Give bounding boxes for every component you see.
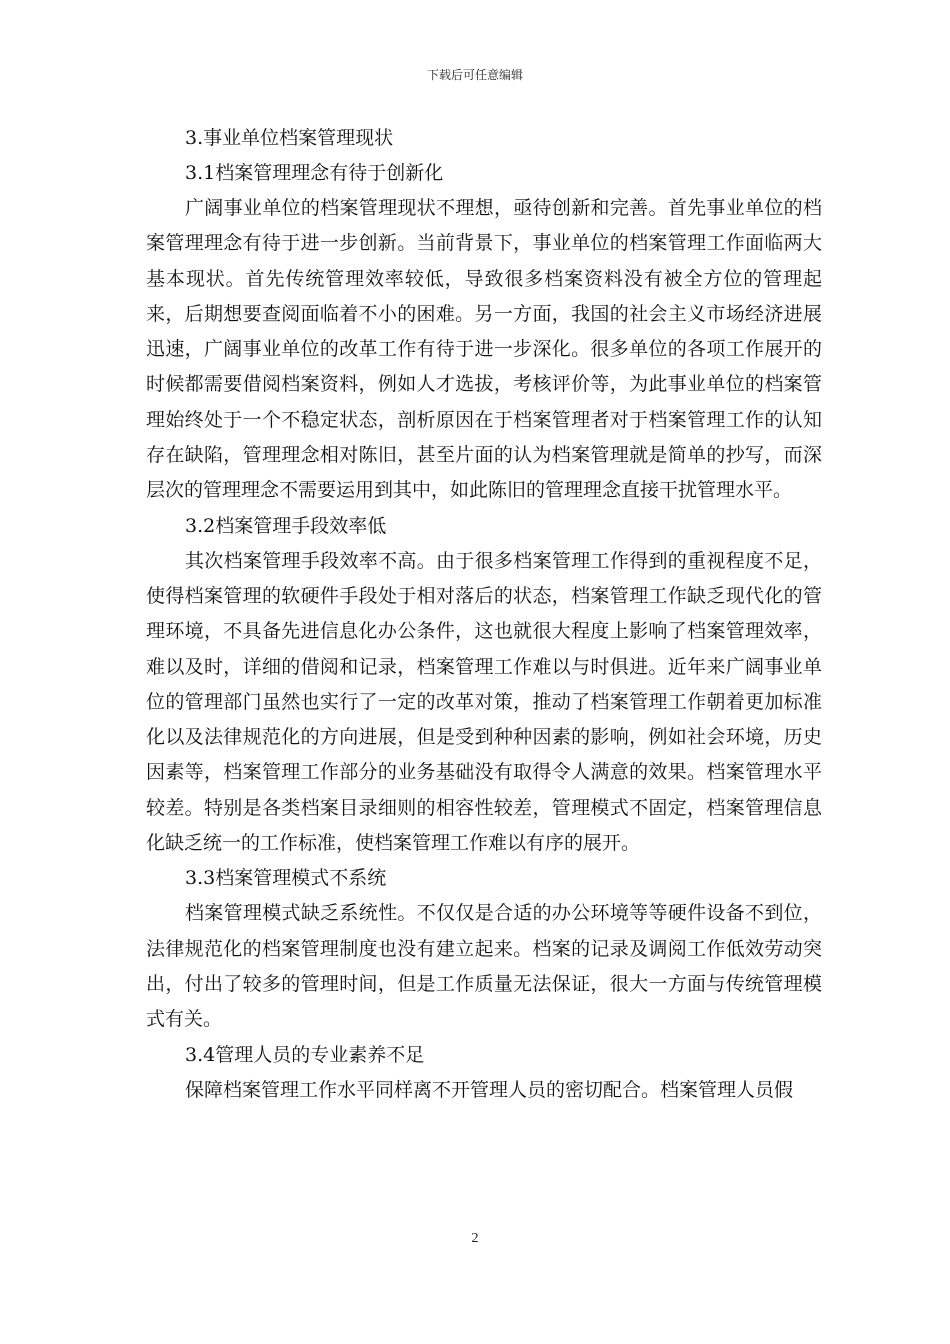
header-note: 下载后可任意编辑	[426, 68, 523, 82]
paragraph-3-2: 其次档案管理手段效率不高。由于很多档案管理工作得到的重视程度不足，使得档案管理的软硬件手段处于相对落后的状态，档案管理工作缺乏现代化的管理环境，不具备先进信息化办公条件，这也就很大程度上影响了档案管理效率，难以及时，详细的借阅和记录，档案管理工作难以与时俱进。近年来广阔事业单位的管理部门虽然也实行了一定的改革对策，推动了档案管理工作朝着更加标准化以及法律规范化的方向进展，但是受到种种因素的影响，例如社会环境，历史因素等，档案管理工作部分的业务基础没有取得令人满意的效果。档案管理水平较差。特别是各类档案目录细则的相容性较差，管理模式不固定，档案管理信息化缺乏统一的工作标准，使档案管理工作难以有序的展开。	[146, 549, 822, 855]
subsection-title-3-2: 3.2档案管理手段效率低	[185, 514, 387, 537]
page-number: 2	[471, 1231, 479, 1246]
subsection-title-3-3: 3.3档案管理模式不系统	[185, 867, 387, 890]
paragraph-3-1: 广阔事业单位的档案管理现状不理想，亟待创新和完善。首先事业单位的档案管理理念有待于进一步创新。当前背景下，事业单位的档案管理工作面临两大基本现状。首先传统管理效率较低，导致很多档案资料没有被全方位的管理起来，后期想要查阅面临着不小的困难。另一方面，我国的社会主义市场经济进展迅速，广阔事业单位的改革工作有待于进一步深化。很多单位的各项工作展开的时候都需要借阅档案资料，例如人才选拔，考核评价等，为此事业单位的档案管理始终处于一个不稳定状态，剖析原因在于档案管理者对于档案管理工作的认知存在缺陷，管理理念相对陈旧，甚至片面的认为档案管理就是简单的抄写，而深层次的管理理念不需要运用到其中，如此陈旧的管理理念直接干扰管理水平。	[146, 197, 822, 502]
document-body	[146, 121, 822, 1108]
paragraph-3-3: 档案管理模式缺乏系统性。不仅仅是合适的办公环境等等硬件设备不到位，法律规范化的档案管理制度也没有建立起来。档案的记录及调阅工作低效劳动突出，付出了较多的管理时间，但是工作质量无法保证，很大一方面与传统管理模式有关。	[146, 902, 822, 1031]
paragraph-3-4: 保障档案管理工作水平同样离不开管理人员的密切配合。档案管理人员假	[185, 1078, 794, 1101]
subsection-title-3-4: 3.4管理人员的专业素养不足	[185, 1043, 425, 1066]
section-title: 3.事业单位档案管理现状	[185, 127, 394, 149]
subsection-title-3-1: 3.1档案管理理念有待于创新化	[185, 162, 444, 184]
